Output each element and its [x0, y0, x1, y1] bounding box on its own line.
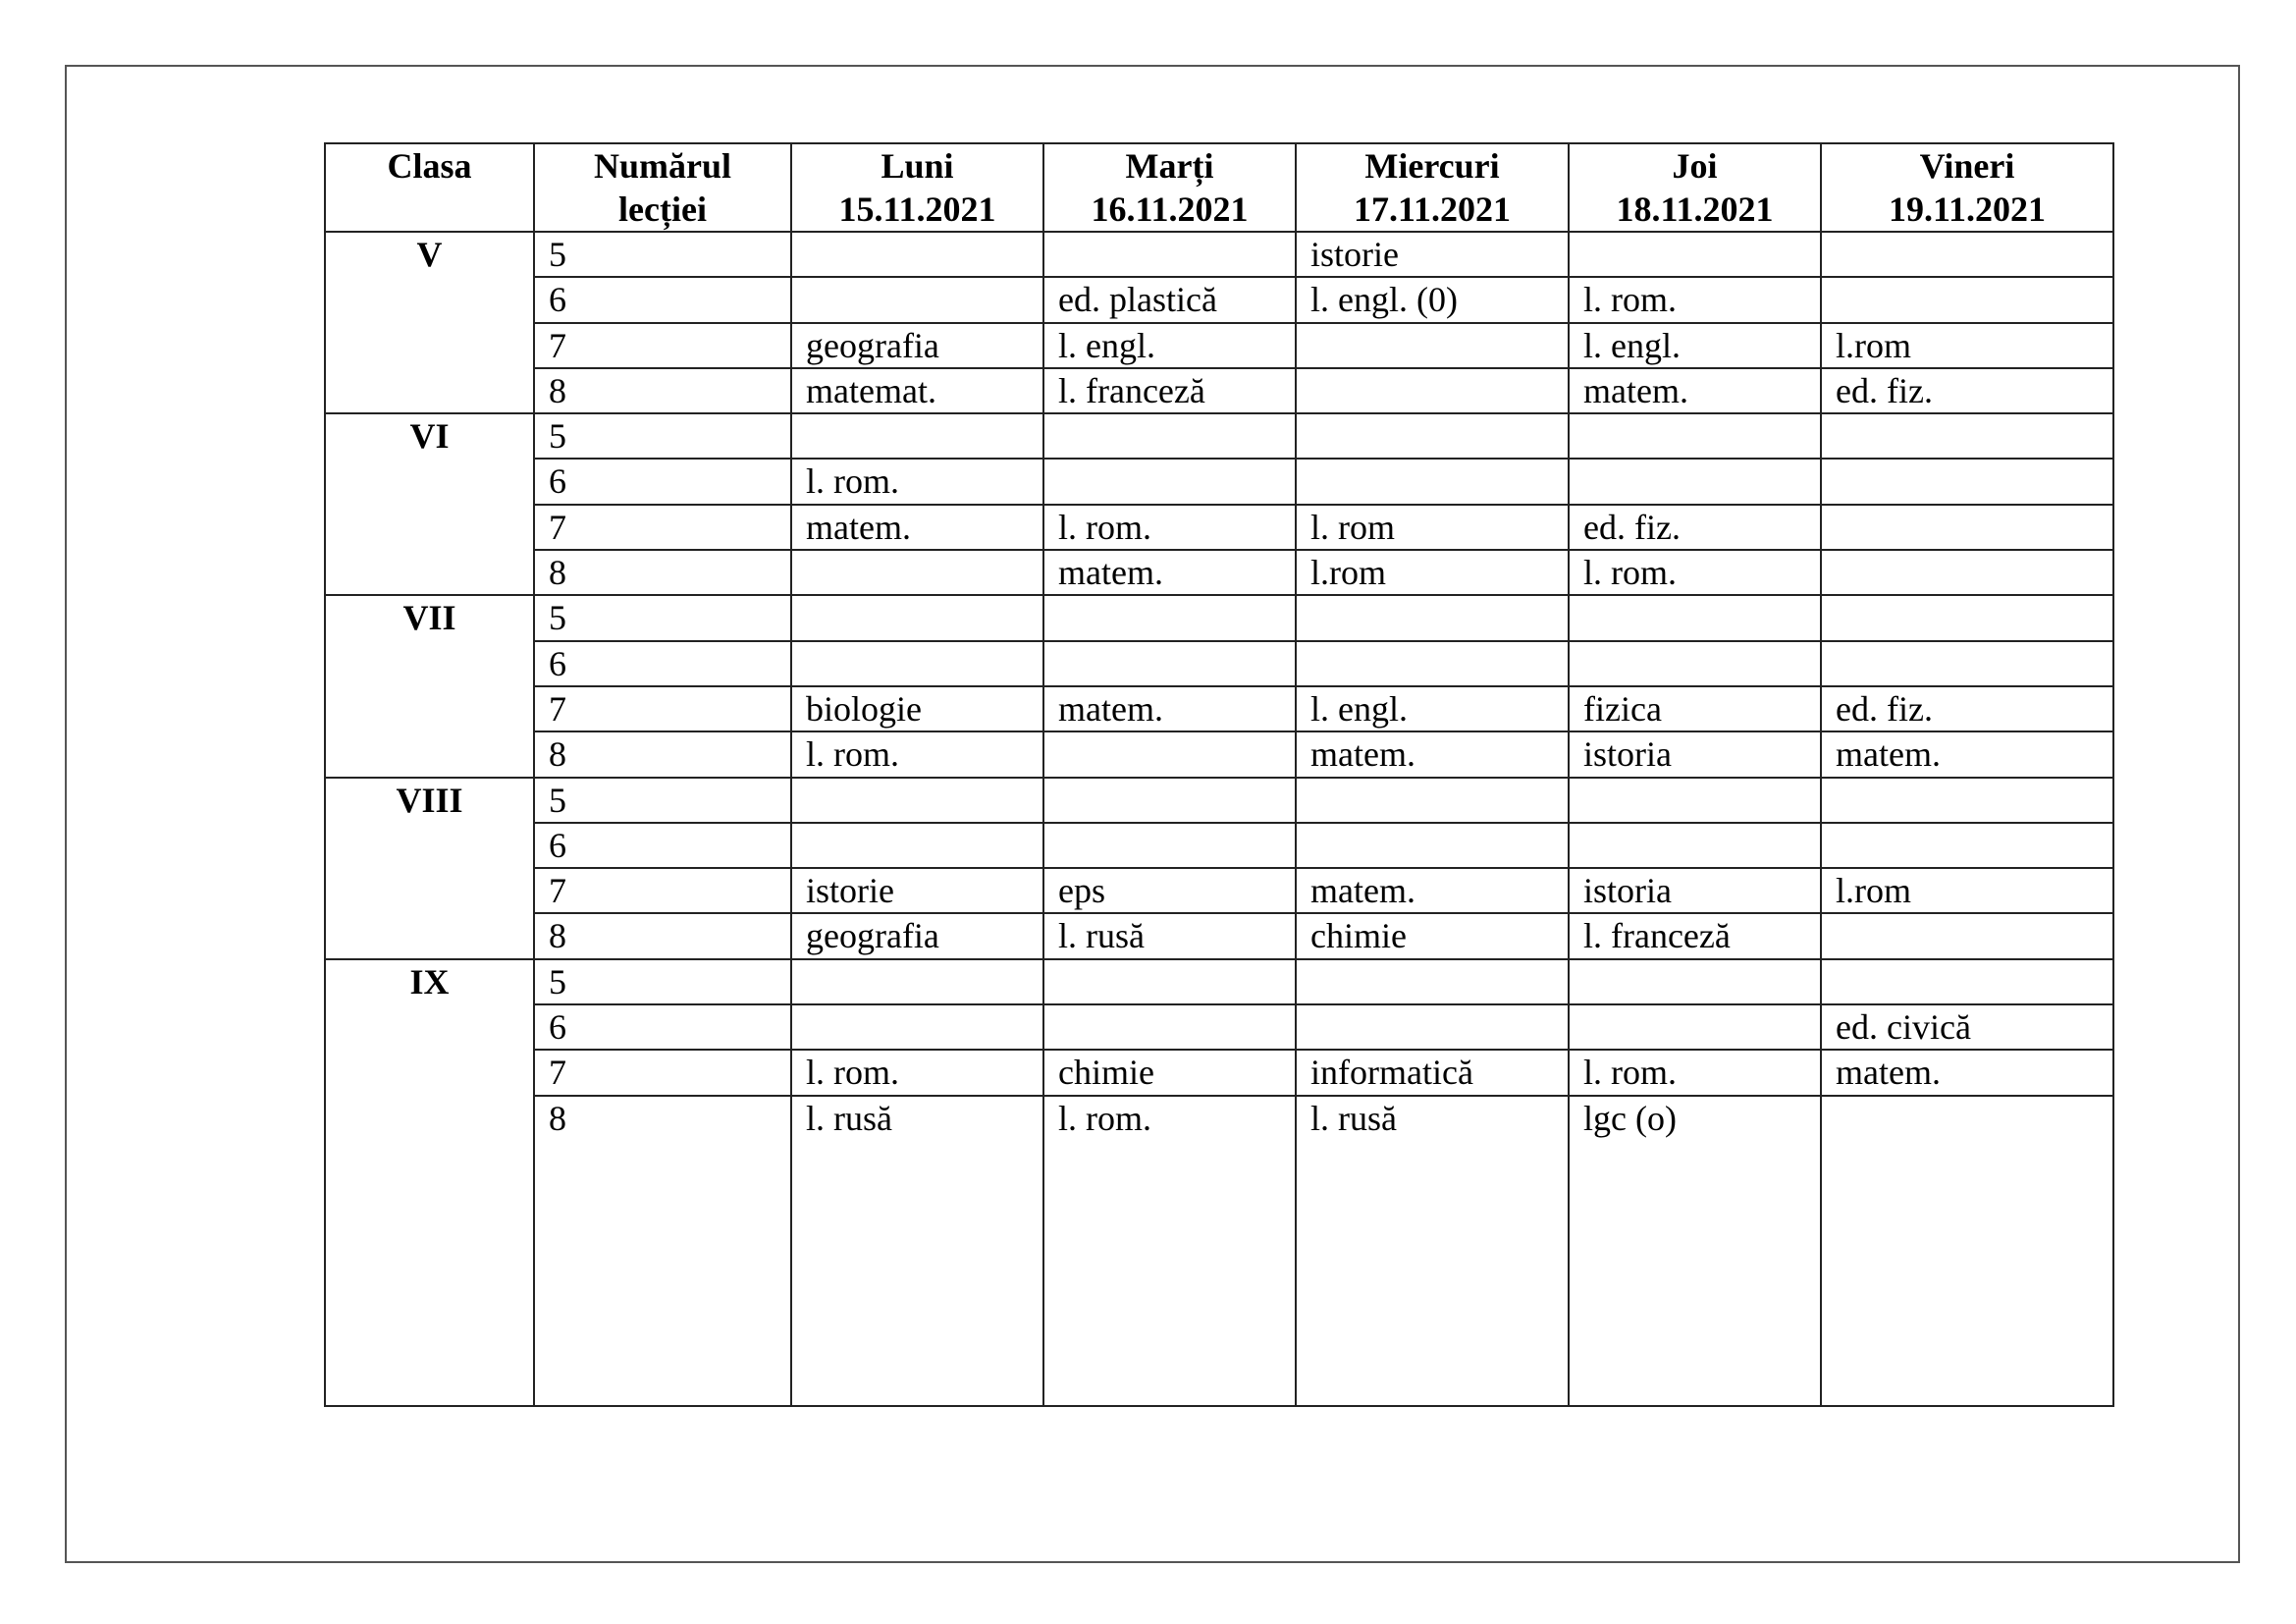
subject-cell: l. rom [1296, 505, 1569, 550]
header-day-luni [791, 143, 1043, 232]
lesson-number-cell: 5 [534, 232, 791, 277]
table-row [325, 550, 2113, 595]
header-day-joi [1569, 143, 1821, 232]
subject-cell [1821, 505, 2113, 550]
subject-cell: ed. fiz. [1821, 686, 2113, 731]
subject-cell: l. engl. (0) [1296, 277, 1569, 322]
subject-cell: l. rom. [1043, 505, 1296, 550]
subject-cell: l.rom [1821, 323, 2113, 368]
subject-cell: lgc (o) [1569, 1096, 1821, 1406]
schedule-table [324, 142, 2114, 1407]
table-row [325, 959, 2113, 1004]
subject-cell [1569, 459, 1821, 504]
header-day-marti [1043, 143, 1296, 232]
lesson-number-cell: 8 [534, 550, 791, 595]
subject-cell: matem. [791, 505, 1043, 550]
table-row [325, 277, 2113, 322]
subject-cell: matem. [1569, 368, 1821, 413]
header-numarul-line2: lecției [618, 189, 707, 229]
subject-cell: l. engl. [1296, 686, 1569, 731]
day-date: 18.11.2021 [1616, 189, 1774, 229]
subject-cell: l.rom [1821, 868, 2113, 913]
subject-cell [1296, 641, 1569, 686]
day-name: Miercuri [1364, 146, 1500, 186]
subject-cell: matem. [1043, 686, 1296, 731]
subject-cell [1043, 595, 1296, 640]
lesson-number-cell: 5 [534, 778, 791, 823]
subject-cell: l. rom. [1043, 1096, 1296, 1406]
table-row [325, 823, 2113, 868]
subject-cell [1296, 823, 1569, 868]
subject-cell: ed. fiz. [1569, 505, 1821, 550]
subject-cell: l. engl. [1043, 323, 1296, 368]
subject-cell: ed. plastică [1043, 277, 1296, 322]
lesson-number-cell: 7 [534, 686, 791, 731]
subject-cell [791, 823, 1043, 868]
lesson-number-cell: 6 [534, 459, 791, 504]
lesson-number-cell: 6 [534, 1004, 791, 1050]
table-row [325, 505, 2113, 550]
subject-cell [1296, 959, 1569, 1004]
subject-cell [791, 232, 1043, 277]
header-day-miercuri [1296, 143, 1569, 232]
subject-cell [1296, 778, 1569, 823]
subject-cell: ed. civică [1821, 1004, 2113, 1050]
subject-cell: istorie [1296, 232, 1569, 277]
subject-cell: l. franceză [1569, 913, 1821, 958]
day-name: Joi [1672, 146, 1718, 186]
class-name-cell: VIII [325, 778, 534, 959]
class-name-cell: VI [325, 413, 534, 595]
schedule-body [325, 232, 2113, 1406]
day-date: 19.11.2021 [1888, 189, 2046, 229]
subject-cell [1043, 413, 1296, 459]
day-name: Marți [1125, 146, 1214, 186]
subject-cell: matemat. [791, 368, 1043, 413]
day-date: 15.11.2021 [838, 189, 996, 229]
subject-cell: l. rom. [1569, 550, 1821, 595]
table-row [325, 686, 2113, 731]
subject-cell [1821, 413, 2113, 459]
table-row [325, 1004, 2113, 1050]
subject-cell [1043, 959, 1296, 1004]
subject-cell [1296, 413, 1569, 459]
subject-cell: informatică [1296, 1050, 1569, 1095]
lesson-number-cell: 7 [534, 1050, 791, 1095]
subject-cell [1043, 823, 1296, 868]
subject-cell [1569, 595, 1821, 640]
table-row [325, 913, 2113, 958]
subject-cell: matem. [1296, 731, 1569, 777]
subject-cell [1043, 232, 1296, 277]
subject-cell: l. engl. [1569, 323, 1821, 368]
lesson-number-cell: 8 [534, 913, 791, 958]
subject-cell: matem. [1821, 731, 2113, 777]
subject-cell [1043, 778, 1296, 823]
day-date: 16.11.2021 [1091, 189, 1249, 229]
subject-cell: matem. [1043, 550, 1296, 595]
subject-cell [1821, 459, 2113, 504]
lesson-number-cell: 8 [534, 731, 791, 777]
subject-cell: matem. [1296, 868, 1569, 913]
subject-cell [1043, 641, 1296, 686]
lesson-number-cell: 6 [534, 277, 791, 322]
subject-cell: istoria [1569, 731, 1821, 777]
subject-cell: ed. fiz. [1821, 368, 2113, 413]
table-row [325, 1050, 2113, 1095]
subject-cell [1296, 595, 1569, 640]
subject-cell [1569, 641, 1821, 686]
table-row [325, 641, 2113, 686]
lesson-number-cell: 7 [534, 505, 791, 550]
subject-cell: l. rom. [1569, 277, 1821, 322]
header-numarul-line1: Numărul [593, 146, 731, 186]
subject-cell [791, 1004, 1043, 1050]
table-row [325, 731, 2113, 777]
lesson-number-cell: 5 [534, 413, 791, 459]
subject-cell [1821, 232, 2113, 277]
subject-cell [1821, 277, 2113, 322]
table-row [325, 232, 2113, 277]
subject-cell [791, 277, 1043, 322]
header-row [325, 143, 2113, 232]
table-row [325, 868, 2113, 913]
lesson-number-cell: 6 [534, 641, 791, 686]
subject-cell: chimie [1296, 913, 1569, 958]
subject-cell: geografia [791, 323, 1043, 368]
table-row [325, 778, 2113, 823]
subject-cell [791, 778, 1043, 823]
table-row [325, 459, 2113, 504]
lesson-number-cell: 5 [534, 959, 791, 1004]
subject-cell [1821, 595, 2113, 640]
table-row [325, 1096, 2113, 1406]
subject-cell: l. rom. [791, 1050, 1043, 1095]
subject-cell: istorie [791, 868, 1043, 913]
subject-cell [1821, 550, 2113, 595]
lesson-number-cell: 8 [534, 368, 791, 413]
lesson-number-cell: 5 [534, 595, 791, 640]
subject-cell [791, 641, 1043, 686]
header-numarul-lectiei [534, 143, 791, 232]
subject-cell: istoria [1569, 868, 1821, 913]
table-row [325, 413, 2113, 459]
subject-cell [1296, 323, 1569, 368]
subject-cell [791, 413, 1043, 459]
subject-cell [791, 595, 1043, 640]
subject-cell: l. franceză [1043, 368, 1296, 413]
subject-cell: l. rom. [791, 731, 1043, 777]
subject-cell: fizica [1569, 686, 1821, 731]
subject-cell [1296, 368, 1569, 413]
lesson-number-cell: 7 [534, 868, 791, 913]
table-row [325, 323, 2113, 368]
subject-cell [1043, 731, 1296, 777]
subject-cell [1569, 413, 1821, 459]
header-clasa-label: Clasa [387, 146, 472, 186]
subject-cell: chimie [1043, 1050, 1296, 1095]
header-day-vineri [1821, 143, 2113, 232]
header-clasa [325, 143, 534, 232]
subject-cell [1821, 778, 2113, 823]
subject-cell [1821, 641, 2113, 686]
class-name-cell: V [325, 232, 534, 413]
day-name: Luni [881, 146, 954, 186]
subject-cell: l. rusă [1043, 913, 1296, 958]
subject-cell [1821, 959, 2113, 1004]
subject-cell [1569, 1004, 1821, 1050]
day-name: Vineri [1919, 146, 2015, 186]
subject-cell: eps [1043, 868, 1296, 913]
subject-cell: l. rom. [1569, 1050, 1821, 1095]
class-name-cell: VII [325, 595, 534, 777]
subject-cell [1821, 913, 2113, 958]
subject-cell [1043, 459, 1296, 504]
lesson-number-cell: 6 [534, 823, 791, 868]
lesson-number-cell: 7 [534, 323, 791, 368]
subject-cell [1043, 1004, 1296, 1050]
subject-cell [1569, 823, 1821, 868]
subject-cell: l. rom. [791, 459, 1043, 504]
subject-cell: l. rusă [791, 1096, 1043, 1406]
subject-cell [1296, 459, 1569, 504]
subject-cell: matem. [1821, 1050, 2113, 1095]
lesson-number-cell: 8 [534, 1096, 791, 1406]
subject-cell [791, 550, 1043, 595]
table-row [325, 368, 2113, 413]
subject-cell [791, 959, 1043, 1004]
class-name-cell: IX [325, 959, 534, 1406]
subject-cell: l.rom [1296, 550, 1569, 595]
subject-cell [1569, 959, 1821, 1004]
subject-cell [1569, 778, 1821, 823]
subject-cell [1569, 232, 1821, 277]
subject-cell: biologie [791, 686, 1043, 731]
subject-cell [1821, 1096, 2113, 1406]
subject-cell: l. rusă [1296, 1096, 1569, 1406]
subject-cell [1296, 1004, 1569, 1050]
subject-cell [1821, 823, 2113, 868]
subject-cell: geografia [791, 913, 1043, 958]
day-date: 17.11.2021 [1353, 189, 1511, 229]
table-row [325, 595, 2113, 640]
